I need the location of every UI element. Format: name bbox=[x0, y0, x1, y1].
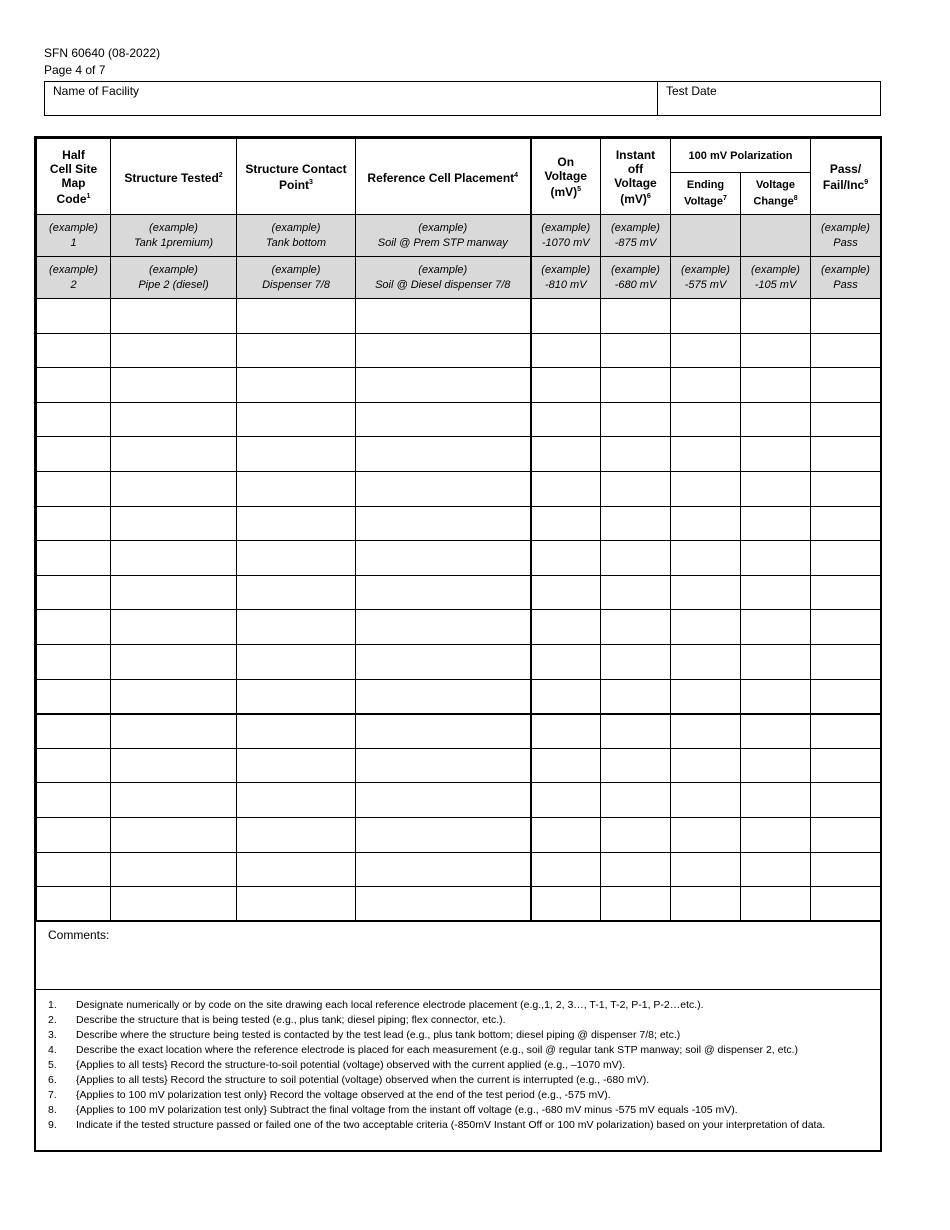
comments-field[interactable] bbox=[36, 920, 880, 990]
footnote-number: 4. bbox=[48, 1044, 57, 1056]
entry-cell[interactable] bbox=[237, 679, 356, 714]
example-cell: (example) Pass bbox=[811, 257, 881, 299]
entry-row bbox=[37, 541, 881, 576]
entry-cell[interactable] bbox=[37, 506, 111, 541]
entry-cell[interactable] bbox=[531, 299, 601, 334]
entry-cell[interactable] bbox=[531, 333, 601, 368]
entry-cell[interactable] bbox=[237, 714, 356, 749]
footnote-number: 5. bbox=[48, 1059, 57, 1071]
footnote-text: Describe the exact location where the reference electrode is placed for each measurement (e.g., soil @ regular tank STP manway; soil @ dispenser 2, etc.) bbox=[76, 1044, 799, 1056]
entry-cell[interactable] bbox=[531, 783, 601, 818]
footnote-item bbox=[36, 1118, 880, 1133]
test-date-field[interactable] bbox=[658, 82, 880, 115]
entry-cell[interactable] bbox=[37, 817, 111, 852]
entry-cell[interactable] bbox=[741, 333, 811, 368]
entry-cell[interactable] bbox=[741, 748, 811, 783]
entry-cell[interactable] bbox=[356, 714, 531, 749]
entry-cell[interactable] bbox=[37, 852, 111, 887]
entry-cell[interactable] bbox=[741, 471, 811, 506]
entry-cell[interactable] bbox=[37, 471, 111, 506]
entry-cell[interactable] bbox=[601, 541, 671, 576]
entry-row bbox=[37, 887, 881, 922]
entry-row bbox=[37, 610, 881, 645]
entry-cell[interactable] bbox=[531, 437, 601, 472]
entry-row bbox=[37, 644, 881, 679]
col-header-ending-voltage: Ending Voltage$^7$ bbox=[671, 173, 741, 215]
entry-cell[interactable] bbox=[601, 299, 671, 334]
footnote-item bbox=[36, 1103, 880, 1118]
entry-cell[interactable] bbox=[531, 541, 601, 576]
entry-cell[interactable] bbox=[356, 575, 531, 610]
entry-cell[interactable] bbox=[671, 368, 741, 403]
example-cell bbox=[671, 215, 741, 257]
example-cell: (example) -680 mV bbox=[601, 257, 671, 299]
test-results-form bbox=[34, 136, 882, 1152]
entry-cell[interactable] bbox=[37, 402, 111, 437]
example-cell: (example) 2 bbox=[37, 257, 111, 299]
entry-cell[interactable] bbox=[37, 644, 111, 679]
entry-cell[interactable] bbox=[531, 852, 601, 887]
entry-cell[interactable] bbox=[601, 610, 671, 645]
entry-cell[interactable] bbox=[111, 610, 237, 645]
form-number: SFN 60640 (08-2022) bbox=[44, 46, 161, 60]
footnote-text: Indicate if the tested structure passed or failed one of the two acceptable criteria (-850mV Instant Off or 100 mV polarization) based on your interpretation of data. bbox=[76, 1119, 826, 1131]
footnote-text: {Applies to all tests} Record the structure-to-soil potential (voltage) observed with the current applied (e.g., –1070 mV). bbox=[76, 1059, 626, 1071]
entry-cell[interactable] bbox=[601, 575, 671, 610]
entry-row bbox=[37, 333, 881, 368]
entry-cell[interactable] bbox=[37, 541, 111, 576]
example-row bbox=[37, 215, 881, 257]
entry-cell[interactable] bbox=[37, 610, 111, 645]
entry-cell[interactable] bbox=[601, 783, 671, 818]
entry-cell[interactable] bbox=[601, 714, 671, 749]
footnote-number: 6. bbox=[48, 1074, 57, 1086]
entry-cell[interactable] bbox=[811, 437, 881, 472]
entry-cell[interactable] bbox=[531, 887, 601, 922]
entry-cell[interactable] bbox=[741, 541, 811, 576]
entry-cell[interactable] bbox=[741, 506, 811, 541]
entry-cell[interactable] bbox=[601, 644, 671, 679]
entry-row bbox=[37, 402, 881, 437]
entry-cell[interactable] bbox=[741, 299, 811, 334]
entry-cell[interactable] bbox=[671, 402, 741, 437]
entry-cell[interactable] bbox=[111, 714, 237, 749]
example-cell: (example) Pipe 2 (diesel) bbox=[111, 257, 237, 299]
entry-cell[interactable] bbox=[356, 887, 531, 922]
entry-cell[interactable] bbox=[811, 714, 881, 749]
entry-cell[interactable] bbox=[111, 817, 237, 852]
entry-cell[interactable] bbox=[811, 402, 881, 437]
entry-cell[interactable] bbox=[671, 887, 741, 922]
entry-cell[interactable] bbox=[811, 852, 881, 887]
entry-cell[interactable] bbox=[237, 437, 356, 472]
entry-cell[interactable] bbox=[671, 852, 741, 887]
col-header-100mv-polarization: 100 mV Polarization bbox=[671, 139, 811, 173]
entry-cell[interactable] bbox=[237, 506, 356, 541]
comments-label: Comments: bbox=[48, 928, 110, 942]
entry-cell[interactable] bbox=[601, 852, 671, 887]
entry-cell[interactable] bbox=[601, 506, 671, 541]
example-cell: (example) Soil @ Diesel dispenser 7/8 bbox=[356, 257, 531, 299]
entry-cell[interactable] bbox=[671, 506, 741, 541]
entry-cell[interactable] bbox=[356, 817, 531, 852]
col-header-half-cell-site: Half Cell Site Map Code$^1$ bbox=[37, 139, 111, 215]
entry-cell[interactable] bbox=[741, 679, 811, 714]
entry-cell[interactable] bbox=[237, 333, 356, 368]
entry-cell[interactable] bbox=[741, 887, 811, 922]
entry-cell[interactable] bbox=[811, 887, 881, 922]
example-cell: (example) Tank bottom bbox=[237, 215, 356, 257]
entry-cell[interactable] bbox=[111, 679, 237, 714]
entry-cell[interactable] bbox=[111, 783, 237, 818]
entry-cell[interactable] bbox=[237, 402, 356, 437]
entry-cell[interactable] bbox=[671, 471, 741, 506]
footnotes bbox=[36, 998, 880, 1133]
entry-cell[interactable] bbox=[741, 402, 811, 437]
entry-row bbox=[37, 783, 881, 818]
entry-cell[interactable] bbox=[356, 471, 531, 506]
entry-cell[interactable] bbox=[741, 368, 811, 403]
entry-cell[interactable] bbox=[601, 817, 671, 852]
entry-cell[interactable] bbox=[37, 679, 111, 714]
example-cell bbox=[741, 215, 811, 257]
entry-cell[interactable] bbox=[811, 748, 881, 783]
entry-row bbox=[37, 714, 881, 749]
facility-name-label: Name of Facility bbox=[53, 84, 140, 98]
entry-cell[interactable] bbox=[111, 887, 237, 922]
footnote-number: 1. bbox=[48, 999, 57, 1011]
col-header-structure-contact-point: Structure Contact Point$^3$ bbox=[237, 139, 356, 215]
entry-cell[interactable] bbox=[356, 852, 531, 887]
footnote-text: Describe the structure that is being tested (e.g., plus tank; diesel piping; flex connector, etc.). bbox=[76, 1014, 506, 1026]
entry-cell[interactable] bbox=[741, 437, 811, 472]
footnote-number: 8. bbox=[48, 1104, 57, 1116]
entry-row bbox=[37, 471, 881, 506]
entry-cell[interactable] bbox=[531, 748, 601, 783]
entry-cell[interactable] bbox=[601, 368, 671, 403]
entry-cell[interactable] bbox=[356, 402, 531, 437]
col-header-on-voltage: On Voltage (mV)$^5$ bbox=[531, 139, 601, 215]
footnote-text: {Applies to 100 mV polarization test only} Subtract the final voltage from the instant off voltage (e.g., -680 mV minus -575 mV equals -105 mV). bbox=[76, 1104, 738, 1116]
footnote-text: {Applies to all tests} Record the structure to soil potential (voltage) observed when the current is interrupted (e.g., -680 mV). bbox=[76, 1074, 650, 1086]
example-cell: (example) 1 bbox=[37, 215, 111, 257]
entry-cell[interactable] bbox=[531, 817, 601, 852]
entry-cell[interactable] bbox=[531, 679, 601, 714]
entry-row bbox=[37, 575, 881, 610]
entry-row bbox=[37, 437, 881, 472]
footnote-item bbox=[36, 1088, 880, 1103]
entry-cell[interactable] bbox=[37, 783, 111, 818]
entry-cell[interactable] bbox=[671, 541, 741, 576]
entry-cell[interactable] bbox=[237, 887, 356, 922]
entry-cell[interactable] bbox=[356, 679, 531, 714]
entry-cell[interactable] bbox=[811, 506, 881, 541]
entry-cell[interactable] bbox=[356, 644, 531, 679]
entry-cell[interactable] bbox=[237, 783, 356, 818]
entry-cell[interactable] bbox=[237, 748, 356, 783]
test-date-label: Test Date bbox=[666, 84, 717, 98]
example-cell: (example) Dispenser 7/8 bbox=[237, 257, 356, 299]
entry-cell[interactable] bbox=[811, 471, 881, 506]
entry-cell[interactable] bbox=[601, 437, 671, 472]
entry-cell[interactable] bbox=[37, 887, 111, 922]
footnote-item bbox=[36, 1013, 880, 1028]
entry-cell[interactable] bbox=[811, 644, 881, 679]
entry-cell[interactable] bbox=[671, 783, 741, 818]
entry-cell[interactable] bbox=[237, 575, 356, 610]
entry-cell[interactable] bbox=[531, 714, 601, 749]
footnote-number: 3. bbox=[48, 1029, 57, 1041]
entry-cell[interactable] bbox=[741, 714, 811, 749]
entry-cell[interactable] bbox=[237, 817, 356, 852]
entry-cell[interactable] bbox=[531, 644, 601, 679]
entry-cell[interactable] bbox=[601, 887, 671, 922]
entry-cell[interactable] bbox=[671, 714, 741, 749]
footnote-text: Describe where the structure being tested is contacted by the test lead (e.g., plus tank bottom; diesel piping @ dispenser 7/8; etc.) bbox=[76, 1029, 681, 1041]
col-header-reference-cell-placement: Reference Cell Placement$^4$ bbox=[356, 139, 531, 215]
entry-row bbox=[37, 368, 881, 403]
entry-cell[interactable] bbox=[811, 679, 881, 714]
entry-cell[interactable] bbox=[356, 506, 531, 541]
entry-cell[interactable] bbox=[237, 299, 356, 334]
entry-cell[interactable] bbox=[671, 610, 741, 645]
entry-cell[interactable] bbox=[601, 333, 671, 368]
entry-cell[interactable] bbox=[356, 299, 531, 334]
col-header-pass-fail: Pass/ Fail/Inc$^9$ bbox=[811, 139, 881, 215]
entry-cell[interactable] bbox=[111, 299, 237, 334]
entry-cell[interactable] bbox=[741, 852, 811, 887]
page-number: Page 4 of 7 bbox=[44, 63, 106, 77]
entry-cell[interactable] bbox=[811, 610, 881, 645]
facility-name-field[interactable] bbox=[45, 82, 658, 115]
entry-cell[interactable] bbox=[237, 368, 356, 403]
entry-row bbox=[37, 748, 881, 783]
footnote-text: Designate numerically or by code on the site drawing each local reference electrode placement (e.g.,1, 2, 3…, T-1, T-2, P-1, P-2…etc.). bbox=[76, 999, 704, 1011]
entry-row bbox=[37, 299, 881, 334]
entry-cell[interactable] bbox=[531, 506, 601, 541]
entry-cell[interactable] bbox=[111, 644, 237, 679]
entry-cell[interactable] bbox=[356, 541, 531, 576]
entry-cell[interactable] bbox=[37, 368, 111, 403]
entry-cell[interactable] bbox=[111, 471, 237, 506]
entry-cell[interactable] bbox=[531, 368, 601, 403]
facility-box bbox=[44, 81, 881, 116]
entry-cell[interactable] bbox=[671, 644, 741, 679]
example-cell: (example) -875 mV bbox=[601, 215, 671, 257]
example-cell: (example) -810 mV bbox=[531, 257, 601, 299]
example-row bbox=[37, 257, 881, 299]
entry-cell[interactable] bbox=[111, 333, 237, 368]
footnote-number: 7. bbox=[48, 1089, 57, 1101]
entry-cell[interactable] bbox=[671, 679, 741, 714]
entry-cell[interactable] bbox=[111, 541, 237, 576]
footnote-item bbox=[36, 998, 880, 1013]
entry-cell[interactable] bbox=[37, 748, 111, 783]
entry-cell[interactable] bbox=[811, 783, 881, 818]
entry-cell[interactable] bbox=[671, 333, 741, 368]
entry-cell[interactable] bbox=[601, 402, 671, 437]
entry-cell[interactable] bbox=[111, 852, 237, 887]
entry-cell[interactable] bbox=[37, 437, 111, 472]
example-cell: (example) -1070 mV bbox=[531, 215, 601, 257]
entry-cell[interactable] bbox=[356, 368, 531, 403]
entry-cell[interactable] bbox=[531, 402, 601, 437]
entry-cell[interactable] bbox=[237, 541, 356, 576]
footnote-item bbox=[36, 1058, 880, 1073]
entry-cell[interactable] bbox=[671, 299, 741, 334]
entry-cell[interactable] bbox=[111, 506, 237, 541]
entry-cell[interactable] bbox=[237, 644, 356, 679]
entry-row bbox=[37, 817, 881, 852]
entry-cell[interactable] bbox=[37, 714, 111, 749]
example-cell: (example) Soil @ Prem STP manway bbox=[356, 215, 531, 257]
example-cell: (example) Tank 1premium) bbox=[111, 215, 237, 257]
entry-cell[interactable] bbox=[531, 610, 601, 645]
entry-row bbox=[37, 679, 881, 714]
test-results-table bbox=[36, 138, 881, 922]
entry-cell[interactable] bbox=[237, 471, 356, 506]
entry-cell[interactable] bbox=[811, 368, 881, 403]
example-cell: (example) -575 mV bbox=[671, 257, 741, 299]
entry-cell[interactable] bbox=[356, 437, 531, 472]
footnote-item bbox=[36, 1028, 880, 1043]
entry-cell[interactable] bbox=[111, 368, 237, 403]
footnote-item bbox=[36, 1073, 880, 1088]
entry-cell[interactable] bbox=[811, 333, 881, 368]
entry-cell[interactable] bbox=[601, 679, 671, 714]
entry-cell[interactable] bbox=[811, 299, 881, 334]
col-header-instant-off-voltage: Instant off Voltage (mV)$^6$ bbox=[601, 139, 671, 215]
entry-row bbox=[37, 852, 881, 887]
entry-row bbox=[37, 506, 881, 541]
example-cell: (example) Pass bbox=[811, 215, 881, 257]
entry-cell[interactable] bbox=[111, 575, 237, 610]
footnote-number: 2. bbox=[48, 1014, 57, 1026]
entry-cell[interactable] bbox=[237, 852, 356, 887]
entry-cell[interactable] bbox=[601, 748, 671, 783]
entry-cell[interactable] bbox=[356, 333, 531, 368]
entry-cell[interactable] bbox=[111, 437, 237, 472]
entry-cell[interactable] bbox=[741, 644, 811, 679]
entry-cell[interactable] bbox=[356, 610, 531, 645]
entry-cell[interactable] bbox=[671, 437, 741, 472]
entry-cell[interactable] bbox=[531, 471, 601, 506]
entry-cell[interactable] bbox=[741, 610, 811, 645]
col-header-structure-tested: Structure Tested$^2$ bbox=[111, 139, 237, 215]
entry-cell[interactable] bbox=[37, 333, 111, 368]
entry-cell[interactable] bbox=[741, 575, 811, 610]
entry-cell[interactable] bbox=[111, 402, 237, 437]
entry-cell[interactable] bbox=[811, 541, 881, 576]
entry-cell[interactable] bbox=[671, 817, 741, 852]
entry-cell[interactable] bbox=[531, 575, 601, 610]
entry-cell[interactable] bbox=[741, 783, 811, 818]
entry-cell[interactable] bbox=[671, 575, 741, 610]
entry-cell[interactable] bbox=[601, 471, 671, 506]
col-header-voltage-change: Voltage Change$^8$ bbox=[741, 173, 811, 215]
entry-cell[interactable] bbox=[741, 817, 811, 852]
example-cell: (example) -105 mV bbox=[741, 257, 811, 299]
entry-cell[interactable] bbox=[237, 610, 356, 645]
footnote-text: {Applies to 100 mV polarization test only} Record the voltage observed at the end of the test period (e.g., -575 mV). bbox=[76, 1089, 611, 1101]
entry-cell[interactable] bbox=[811, 575, 881, 610]
entry-cell[interactable] bbox=[671, 748, 741, 783]
entry-cell[interactable] bbox=[356, 783, 531, 818]
entry-cell[interactable] bbox=[356, 748, 531, 783]
footnote-number: 9. bbox=[48, 1119, 57, 1131]
footnote-item bbox=[36, 1043, 880, 1058]
entry-cell[interactable] bbox=[811, 817, 881, 852]
entry-cell[interactable] bbox=[37, 299, 111, 334]
entry-cell[interactable] bbox=[37, 575, 111, 610]
entry-cell[interactable] bbox=[111, 748, 237, 783]
